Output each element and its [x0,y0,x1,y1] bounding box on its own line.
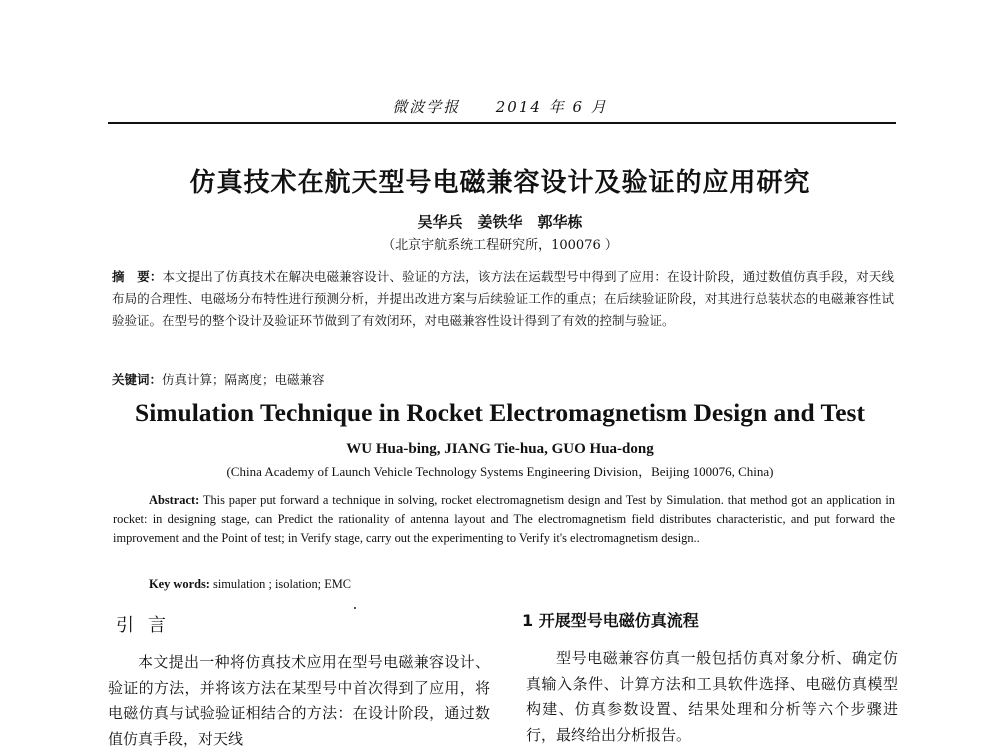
running-head [0,96,1000,117]
en-title: Simulation Technique in Rocket Electromagnetism Design and Test [135,398,865,427]
intro-heading: 引言 [116,615,180,636]
en-keywords [149,575,351,593]
cn-keywords-text: 仿真计算；隔离度；电磁兼容 [162,372,325,387]
cn-keywords-label: 关键词： [112,372,163,387]
cn-keywords [112,370,894,390]
cn-affiliation: （北京宇航系统工程研究所，100076 ） [382,238,618,253]
cn-abstract [112,266,894,332]
cn-title: 仿真技术在航天型号电磁兼容设计及验证的应用研究 [189,168,811,198]
issue-date: 2014 年 6 月 [495,98,608,116]
section-1-paragraph: 型号电磁兼容仿真一般包括仿真对象分析、确定仿真输入条件、计算方法和工具软件选择、电磁仿真模型构建、仿真参数设置、结果处理和分析等六个步骤进行，最终给出分析报告。 [526,649,898,744]
journal-name: 微波学报 [392,98,461,116]
cn-abstract-text: 本文提出了仿真技术在解决电磁兼容设计、验证的方法，该方法在运载型号中得到了应用：在设计阶段，通过数值仿真手段，对天线布局的合理性、电磁场分布特性进行预测分析，并提出改进方案与后续验证工作的重点；在后续验证阶段，对其进行总装状态的电磁兼容性试验验证。在型号的整个设计及验证环节做到了有效闭环，对电磁兼容性设计得到了有效的控制与验证。 [112,269,894,328]
en-authors: WU Hua-bing, JIANG Tie-hua, GUO Hua-dong [346,441,654,457]
en-abstract-label: Abstract: [149,493,200,507]
section-1-heading: 1 开展型号电磁仿真流程 [522,611,699,630]
intro-paragraph: 本文提出一种将仿真技术应用在型号电磁兼容设计、验证的方法，并将该方法在某型号中首次得到了应用，将电磁仿真与试验验证相结合的方法：在设计阶段，通过数值仿真手段，对天线 [108,653,490,748]
en-keywords-text: simulation ; isolation; EMC [213,577,352,591]
en-abstract [113,491,895,548]
en-keywords-label: Key words: [149,577,210,591]
cn-abstract-label: 摘 要： [112,269,163,284]
cn-authors: 吴华兵 姜铁华 郭华栋 [417,213,583,231]
scan-speck [354,607,356,609]
en-abstract-text: This paper put forward a technique in solving, rocket electromagnetism design and Test by Simulation. that method got an application in rocket: in designing stage, can Predict the rationality of antenna layout and The electromagnetism field distributes characteristic, and put forward the improvement and the Point of test; in Verify stage, carry out the experimenting to Verify it's electromagnetism design.. [113,493,895,545]
en-affiliation: (China Academy of Launch Vehicle Technology Systems Engineering Division，Beijing 100076, China) [226,464,774,479]
header-rule [108,122,896,124]
